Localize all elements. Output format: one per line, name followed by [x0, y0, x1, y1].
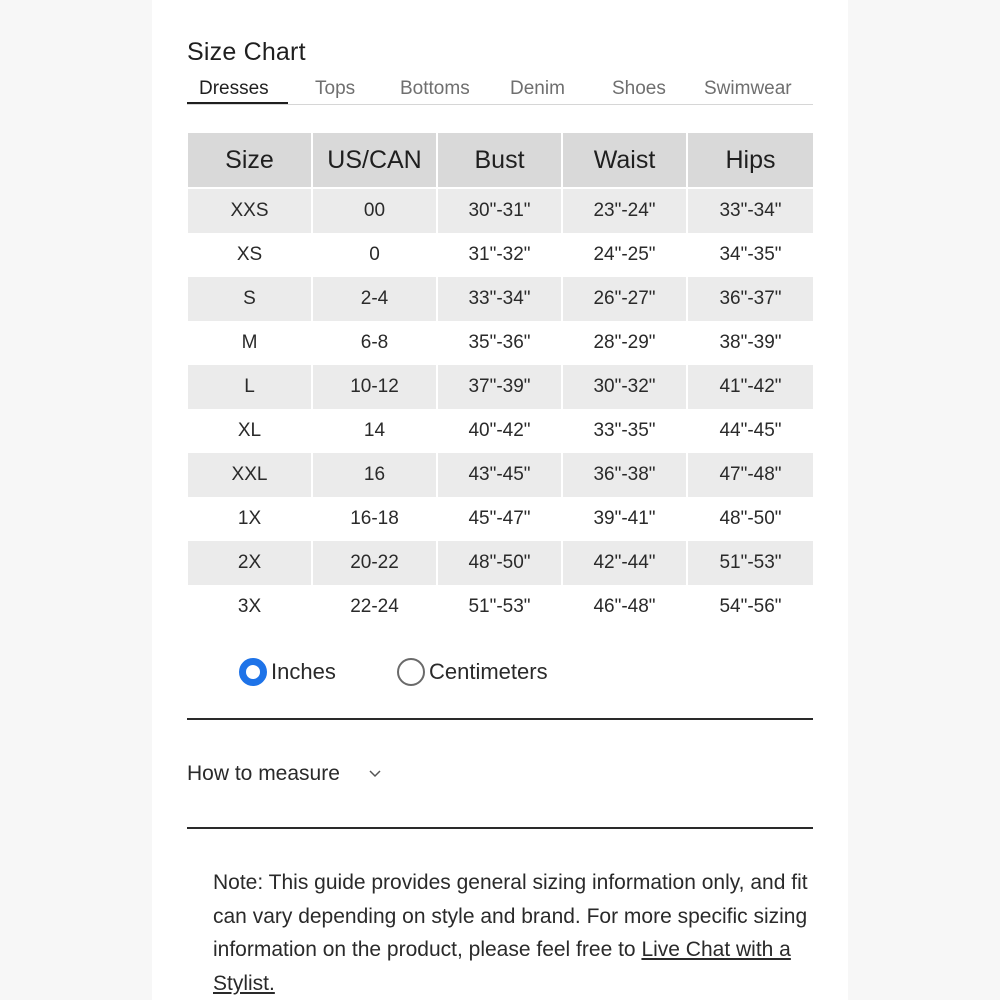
- size-table: [188, 133, 813, 629]
- cell-waist: 28"-29": [563, 321, 688, 365]
- table-row: [188, 365, 813, 409]
- cell-hips: 33"-34": [688, 189, 813, 233]
- table-row: [188, 453, 813, 497]
- cell-us-can: 14: [313, 409, 438, 453]
- centimeters-option[interactable]: [397, 658, 548, 686]
- cell-hips: 54"-56": [688, 585, 813, 629]
- cell-size: 3X: [188, 585, 313, 629]
- cell-bust: 51"-53": [438, 585, 563, 629]
- table-row: [188, 321, 813, 365]
- inches-radio[interactable]: [239, 658, 267, 686]
- cell-us-can: 00: [313, 189, 438, 233]
- cell-waist: 30"-32": [563, 365, 688, 409]
- inches-label: Inches: [271, 659, 336, 684]
- cell-hips: 41"-42": [688, 365, 813, 409]
- note-body: This guide provides general sizing information only, and fit can vary depending on style and brand. For more specific sizing information on the product, please feel free to: [213, 871, 808, 961]
- cell-waist: 39"-41": [563, 497, 688, 541]
- size-chart-panel: [152, 0, 848, 1000]
- table-row: [188, 409, 813, 453]
- cell-bust: 31"-32": [438, 233, 563, 277]
- note-lead: Note:: [213, 871, 264, 894]
- cell-size: L: [188, 365, 313, 409]
- cell-waist: 46"-48": [563, 585, 688, 629]
- cell-size: S: [188, 277, 313, 321]
- cell-us-can: 16: [313, 453, 438, 497]
- table-row: [188, 585, 813, 629]
- table-row: [188, 233, 813, 277]
- header-hips: Hips: [688, 133, 813, 189]
- cell-size: XXS: [188, 189, 313, 233]
- cell-waist: 33"-35": [563, 409, 688, 453]
- cell-bust: 43"-45": [438, 453, 563, 497]
- chevron-down-icon: [368, 769, 382, 779]
- divider: [187, 718, 813, 720]
- cell-bust: 45"-47": [438, 497, 563, 541]
- cell-us-can: 20-22: [313, 541, 438, 585]
- tab-swimwear[interactable]: Swimwear: [704, 78, 792, 99]
- header-bust: Bust: [438, 133, 563, 189]
- cell-size: XL: [188, 409, 313, 453]
- cell-size: 2X: [188, 541, 313, 585]
- table-body: [188, 189, 813, 629]
- table-row: [188, 541, 813, 585]
- cell-waist: 26"-27": [563, 277, 688, 321]
- table-header-row: [188, 133, 813, 189]
- page-title: Size Chart: [187, 38, 306, 66]
- cell-bust: 35"-36": [438, 321, 563, 365]
- cell-bust: 40"-42": [438, 409, 563, 453]
- cell-hips: 44"-45": [688, 409, 813, 453]
- cell-us-can: 6-8: [313, 321, 438, 365]
- cell-us-can: 10-12: [313, 365, 438, 409]
- cell-us-can: 16-18: [313, 497, 438, 541]
- inches-option[interactable]: [239, 658, 336, 686]
- tab-shoes[interactable]: Shoes: [612, 78, 666, 99]
- how-to-measure-toggle[interactable]: [187, 762, 382, 786]
- how-to-measure-label: How to measure: [187, 762, 340, 785]
- sizing-note: [213, 866, 813, 1000]
- cell-bust: 37"-39": [438, 365, 563, 409]
- cell-hips: 34"-35": [688, 233, 813, 277]
- cell-size: M: [188, 321, 313, 365]
- header-size: Size: [188, 133, 313, 189]
- cell-hips: 36"-37": [688, 277, 813, 321]
- centimeters-label: Centimeters: [429, 659, 548, 684]
- table-row: [188, 497, 813, 541]
- cell-hips: 38"-39": [688, 321, 813, 365]
- tab-dresses[interactable]: Dresses: [199, 78, 269, 99]
- tab-denim[interactable]: Denim: [510, 78, 565, 99]
- header-us-can: US/CAN: [313, 133, 438, 189]
- cell-bust: 33"-34": [438, 277, 563, 321]
- cell-hips: 51"-53": [688, 541, 813, 585]
- cell-size: XS: [188, 233, 313, 277]
- table-row: [188, 189, 813, 233]
- centimeters-radio[interactable]: [397, 658, 425, 686]
- cell-bust: 30"-31": [438, 189, 563, 233]
- cell-waist: 36"-38": [563, 453, 688, 497]
- cell-waist: 42"-44": [563, 541, 688, 585]
- cell-us-can: 22-24: [313, 585, 438, 629]
- header-waist: Waist: [563, 133, 688, 189]
- cell-size: XXL: [188, 453, 313, 497]
- tab-tops[interactable]: Tops: [315, 78, 356, 99]
- cell-us-can: 0: [313, 233, 438, 277]
- cell-us-can: 2-4: [313, 277, 438, 321]
- unit-toggle: [239, 658, 739, 690]
- table-row: [188, 277, 813, 321]
- cell-waist: 24"-25": [563, 233, 688, 277]
- category-tabs: [187, 76, 813, 105]
- cell-hips: 47"-48": [688, 453, 813, 497]
- cell-bust: 48"-50": [438, 541, 563, 585]
- divider: [187, 827, 813, 829]
- active-tab-indicator: [187, 102, 288, 104]
- cell-hips: 48"-50": [688, 497, 813, 541]
- tab-bottoms[interactable]: Bottoms: [400, 78, 470, 99]
- live-chat-link[interactable]: Live Chat with a Stylist.: [213, 938, 791, 995]
- cell-waist: 23"-24": [563, 189, 688, 233]
- cell-size: 1X: [188, 497, 313, 541]
